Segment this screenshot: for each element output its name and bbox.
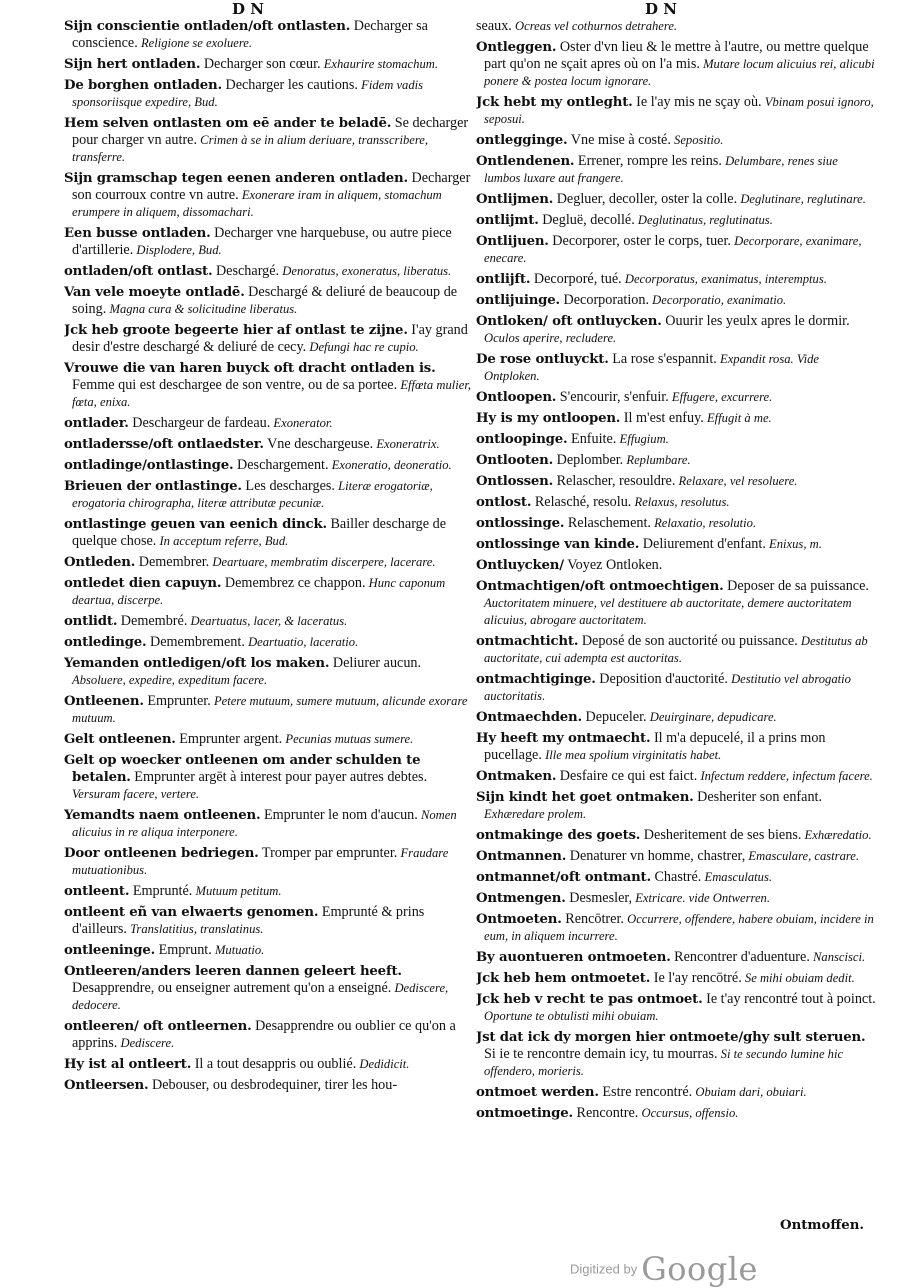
latin-gloss: Delumbare, renes siue lumbos luxare aut frangere. (484, 154, 838, 185)
french-gloss: Emprunt. (158, 942, 212, 958)
french-gloss: La rose s'espannit. (612, 351, 717, 367)
french-gloss: Ie l'ay mis ne sçay où. (636, 94, 762, 110)
french-gloss: Deschargement. (237, 457, 329, 473)
latin-gloss: Mutare locum alicuius rei, alicubi ponere & postea locum ignorare. (484, 57, 875, 88)
watermark-prefix: Digitized by (570, 1261, 638, 1277)
google-watermark (570, 1250, 758, 1288)
latin-gloss: Se mihi obuiam dedit. (744, 971, 855, 985)
dictionary-entry (64, 56, 474, 73)
french-gloss: Decharger son cœur. (203, 56, 321, 72)
french-gloss: Errener, rompre les reins. (577, 153, 722, 169)
french-gloss: Deschargé & deliuré de beaucoup de soing. (72, 284, 458, 317)
latin-gloss: Exonerator. (273, 416, 333, 430)
french-gloss: Voyez Ontloken. (567, 557, 663, 573)
headword: Ontleersen. (64, 1078, 149, 1093)
latin-gloss: Ille mea spolium virginitatis habet. (545, 748, 722, 762)
dictionary-entry (64, 1077, 474, 1094)
dictionary-entry (64, 18, 474, 52)
dictionary-entry (64, 693, 474, 727)
latin-gloss: Magna cura & solicitudine liberatus. (109, 302, 298, 316)
dictionary-entry (64, 263, 474, 280)
dictionary-entry (64, 634, 474, 651)
latin-gloss: Pecunias mutuas sumere. (285, 732, 414, 746)
headword: ontledet dien capuyn. (64, 576, 222, 591)
french-gloss: Relasché, resolu. (534, 494, 632, 510)
dictionary-entry (64, 575, 474, 609)
french-gloss: Emprunté. (132, 883, 193, 899)
latin-gloss: Obuiam dari, obuiari. (695, 1085, 807, 1099)
header-left: D N (232, 0, 264, 18)
latin-gloss: Dediscere. (120, 1036, 175, 1050)
headword: Sijn hert ontladen. (64, 57, 201, 72)
headword: ontmakinge des goets. (476, 828, 641, 843)
dictionary-entry (64, 115, 474, 166)
dictionary-entry (64, 225, 474, 259)
headword: Jck heb hem ontmoetet. (476, 971, 651, 986)
right-column (476, 18, 876, 1215)
french-gloss: Desapprendre, ou enseigner autrement qu'on a enseigné. (72, 980, 392, 996)
dictionary-entry (476, 494, 876, 511)
french-gloss: Chastré. (654, 869, 702, 885)
headword: ontmachtiginge. (476, 672, 596, 687)
headword: Ontloopen. (476, 390, 557, 405)
headword: ontlidt. (64, 614, 118, 629)
french-gloss: Ouurir les yeulx apres le dormir. (665, 313, 850, 329)
latin-gloss: Oportune te obtulisti mihi obuiam. (484, 1009, 659, 1023)
latin-gloss: Decorporatus, exanimatus, interemptus. (624, 272, 827, 286)
dictionary-entry (476, 578, 876, 629)
headword: Ontlijuen. (476, 234, 549, 249)
headword: Van vele moeyte ontladē. (64, 285, 245, 300)
latin-gloss: Nomen alicuius in re aliqua interponere. (72, 808, 457, 839)
french-gloss: Tromper par emprunter. (261, 845, 398, 861)
dictionary-entry (64, 807, 474, 841)
dictionary-entry (476, 132, 876, 149)
dictionary-entry (64, 415, 474, 432)
headword: Sijn gramschap tegen eenen anderen ontladen. (64, 171, 408, 186)
headword: Ontmachtigen/oft ontmoechtigen. (476, 579, 724, 594)
headword: Ontmannen. (476, 849, 567, 864)
latin-gloss: Enixus, m. (769, 537, 822, 551)
latin-gloss: Decorporare, exanimare, enecare. (484, 234, 862, 265)
dictionary-entry (64, 904, 474, 938)
french-gloss: Desheriter son enfant. (697, 789, 823, 805)
headword: ontladen/oft ontlast. (64, 264, 213, 279)
headword: ontlegginge. (476, 133, 568, 148)
dictionary-entry (476, 827, 876, 844)
french-gloss: Decharger les cautions. (225, 77, 358, 93)
latin-gloss: Expandit rosa. Vide Ontploken. (484, 352, 819, 383)
dictionary-entry (64, 752, 474, 803)
headword: ontmoet werden. (476, 1085, 599, 1100)
headword: By auontueren ontmoeten. (476, 950, 671, 965)
headword: Ontlendenen. (476, 154, 575, 169)
headword: Een busse ontladen. (64, 226, 211, 241)
french-gloss: Les descharges. (245, 478, 335, 494)
french-gloss: Decorporer, oster le corps, tuer. (552, 233, 731, 249)
headword: Hem selven ontlasten om eē ander te beladē. (64, 116, 392, 131)
headword: Vrouwe die van haren buyck oft dracht ontladen is. (64, 361, 436, 376)
french-gloss: Desmesler, (569, 890, 633, 906)
french-gloss: Bailler descharge de quelque chose. (72, 516, 446, 549)
french-gloss: Relascher, resouldre. (556, 473, 676, 489)
latin-gloss: Exoneratio, deoneratio. (331, 458, 452, 472)
dictionary-entry (64, 1018, 474, 1052)
french-gloss: Deschargeur de fardeau. (132, 415, 271, 431)
french-gloss: Emprunter argent. (179, 731, 283, 747)
headword: Yemandts naem ontleenen. (64, 808, 261, 823)
latin-gloss: Displodere, Bud. (136, 243, 222, 257)
headword: Gelt ontleenen. (64, 732, 176, 747)
french-gloss: Denaturer vn homme, chastrer, (569, 848, 746, 864)
french-gloss: Rencontrer d'aduenture. (674, 949, 810, 965)
french-gloss: Demembrez ce chappon. (224, 575, 366, 591)
french-gloss: Emprunter le nom d'aucun. (263, 807, 418, 823)
header-right: D N (645, 0, 677, 18)
latin-gloss: Exhæredatio. (804, 828, 872, 842)
latin-gloss: Vbinam posui ignoro, seposui. (484, 95, 874, 126)
french-gloss: Deposer de sa puissance. (727, 578, 869, 594)
french-gloss: Ie l'ay rencōtré. (653, 970, 742, 986)
latin-gloss: Effugit à me. (706, 411, 772, 425)
dictionary-entry (64, 883, 474, 900)
headword: ontlastinge geuen van eenich dinck. (64, 517, 327, 532)
french-gloss: Il a tout desappris ou oublié. (194, 1056, 357, 1072)
latin-gloss: Deartuare, membratim discerpere, lacerare. (212, 555, 436, 569)
latin-gloss: Occursus, offensio. (641, 1106, 739, 1120)
french-gloss: Degluer, decoller, oster la colle. (556, 191, 738, 207)
latin-gloss: Occurrere, offendere, habere obuiam, incidere in eum, in aliquem incurrere. (484, 912, 874, 943)
dictionary-entry (476, 515, 876, 532)
headword: De rose ontluyckt. (476, 352, 609, 367)
headword: Ontlossen. (476, 474, 554, 489)
headword: ontladinge/ontlastinge. (64, 458, 234, 473)
latin-gloss: Fraudare mutuationibus. (72, 846, 449, 877)
french-gloss: Debouser, ou desbrodequiner, tirer les hou- (151, 1077, 398, 1093)
french-gloss: seaux. (476, 18, 512, 34)
dictionary-entry (476, 671, 876, 705)
dictionary-entry (476, 389, 876, 406)
headword: ontlader. (64, 416, 129, 431)
dictionary-entry (476, 991, 876, 1025)
french-gloss: Emprunter. (147, 693, 211, 709)
latin-gloss: Religione se exoluere. (140, 36, 253, 50)
dictionary-entry (64, 457, 474, 474)
headword: Brieuen der ontlastinge. (64, 479, 242, 494)
headword: ontleeninge. (64, 943, 156, 958)
headword: Ontlooten. (476, 453, 554, 468)
french-gloss: Degluë, decollé. (542, 212, 635, 228)
dictionary-entry (476, 473, 876, 490)
dictionary-entry (476, 351, 876, 385)
headword: Gelt op woecker ontleenen om ander schulden te betalen. (64, 753, 421, 785)
latin-gloss: Crimen à se in alium deriuare, transscribere, transferre. (72, 133, 429, 164)
french-gloss: Desheritement de ses biens. (643, 827, 802, 843)
headword: Jck heb groote begeerte hier af ontlast te zijne. (64, 323, 408, 338)
latin-gloss: Deartuatus, lacer, & laceratus. (190, 614, 348, 628)
french-gloss: Decharger son courroux contre vn autre. (72, 170, 471, 203)
latin-gloss: Dediscere, dedocere. (72, 981, 449, 1012)
latin-gloss: Oculos aperire, recludere. (484, 331, 617, 345)
running-header (0, 0, 913, 20)
headword: ontlost. (476, 495, 532, 510)
latin-gloss: Destitutus ab auctoritate, cui adempta est auctoritas. (484, 634, 868, 665)
headword: ontlossinge. (476, 516, 565, 531)
french-gloss: Decorporation. (563, 292, 650, 308)
latin-gloss: Effugium. (619, 432, 669, 446)
headword: Ontlijmen. (476, 192, 554, 207)
latin-gloss: Translatitius, translatinus. (130, 922, 264, 936)
headword: ontlijuinge. (476, 293, 560, 308)
latin-gloss: Auctoritatem minuere, vel destituere ab auctoritate, demere auctoritatem alicuius, abrogare auctoritatem. (484, 596, 852, 627)
dictionary-entry (476, 709, 876, 726)
dictionary-entry (64, 942, 474, 959)
dictionary-entry (476, 212, 876, 229)
headword: ontloopinge. (476, 432, 568, 447)
latin-gloss: Destitutio vel abrogatio auctoritatis. (484, 672, 851, 703)
headword: Sijn kindt het goet ontmaken. (476, 790, 694, 805)
headword: ontleeren/ oft ontleernen. (64, 1019, 252, 1034)
dictionary-entry (476, 1084, 876, 1101)
latin-gloss: Infectum reddere, infectum facere. (700, 769, 873, 783)
dictionary-entry (476, 292, 876, 309)
french-gloss: Decorporé, tué. (533, 271, 622, 287)
french-gloss: Deposition d'auctorité. (599, 671, 728, 687)
french-gloss: Ie t'ay rencontré tout à poinct. (706, 991, 876, 1007)
latin-gloss: Deglutinatus, reglutinatus. (637, 213, 773, 227)
dictionary-entry (64, 77, 474, 111)
headword: Jck hebt my ontleght. (476, 95, 633, 110)
dictionary-entry (476, 949, 876, 966)
headword: Hy is my ontloopen. (476, 411, 621, 426)
headword: Jst dat ick dy morgen hier ontmoete/ghy sult steruen. (476, 1030, 866, 1045)
dictionary-entry (64, 613, 474, 630)
dictionary-entry (476, 233, 876, 267)
dictionary-entry (476, 153, 876, 187)
latin-gloss: Exhaurire stomachum. (323, 57, 438, 71)
headword: Hy heeft my ontmaecht. (476, 731, 651, 746)
dictionary-entry (64, 360, 474, 411)
headword: Ontmengen. (476, 891, 566, 906)
french-gloss: Vne mise à costé. (570, 132, 671, 148)
dictionary-entry (476, 191, 876, 208)
dictionary-entry (476, 557, 876, 574)
french-gloss: Deliurer aucun. (332, 655, 422, 671)
latin-gloss: Decorporatio, exanimatio. (652, 293, 787, 307)
french-gloss: Decharger vne harquebuse, ou autre piece d'artillerie. (72, 225, 452, 258)
dictionary-entry (64, 731, 474, 748)
french-gloss: Desfaire ce qui est faict. (559, 768, 698, 784)
latin-gloss: In acceptum referre, Bud. (159, 534, 289, 548)
french-gloss: Desapprendre ou oublier ce qu'on a apprins. (72, 1018, 456, 1051)
headword: Yemanden ontledigen/oft los maken. (64, 656, 330, 671)
dictionary-entry (476, 890, 876, 907)
dictionary-entry (476, 39, 876, 90)
french-gloss: Il m'a depucelé, il a prins mon pucellage. (484, 730, 826, 763)
dictionary-entry (476, 633, 876, 667)
catchword: Ontmoffen. (780, 1218, 865, 1233)
dictionary-entry (64, 284, 474, 318)
dictionary-entry (64, 1056, 474, 1073)
dictionary-entry (476, 911, 876, 945)
headword: Ontluycken/ (476, 558, 564, 573)
latin-gloss: Deglutinare, reglutinare. (740, 192, 866, 206)
french-gloss: Rencontre. (576, 1105, 639, 1121)
headword: Hy ist al ontleert. (64, 1057, 192, 1072)
headword: Ontleeren/anders leeren dannen geleert heeft. (64, 964, 402, 979)
dictionary-entry (476, 18, 876, 35)
dictionary-entry (64, 845, 474, 879)
left-column (64, 18, 474, 1215)
dictionary-entry (64, 554, 474, 571)
latin-gloss: Deartuatio, laceratio. (248, 635, 359, 649)
french-gloss: Depuceler. (585, 709, 647, 725)
latin-gloss: Petere mutuum, sumere mutuum, alicunde exorare mutuum. (72, 694, 468, 725)
dictionary-entry (64, 436, 474, 453)
headword: ontmachticht. (476, 634, 579, 649)
headword: Ontmaken. (476, 769, 557, 784)
latin-gloss: Deuirginare, depudicare. (649, 710, 777, 724)
headword: Ontleggen. (476, 40, 557, 55)
french-gloss: Se decharger pour charger vn autre. (72, 115, 469, 148)
latin-gloss: Exhæredare prolem. (484, 807, 587, 821)
latin-gloss: Denoratus, exoneratus, liberatus. (282, 264, 452, 278)
headword: Door ontleenen bedriegen. (64, 846, 259, 861)
headword: Ontmaechden. (476, 710, 582, 725)
dictionary-entry (476, 431, 876, 448)
dictionary-entry (476, 1105, 876, 1122)
dictionary-entry (476, 410, 876, 427)
french-gloss: Si ie te rencontre demain icy, tu mourras. (484, 1046, 718, 1062)
headword: ontledinge. (64, 635, 147, 650)
french-gloss: Deplomber. (556, 452, 624, 468)
french-gloss: Demembré. (120, 613, 188, 629)
french-gloss: Deposé de son auctorité ou puissance. (581, 633, 798, 649)
french-gloss: Vne deschargeuse. (267, 436, 374, 452)
latin-gloss: Emasculare, castrare. (748, 849, 860, 863)
french-gloss: Demembrer. (138, 554, 210, 570)
latin-gloss: Literæ erogatoriæ, erogatoria chirographa, literæ attributæ pecuniæ. (72, 479, 433, 510)
latin-gloss: Relaxatio, resolutio. (654, 516, 757, 530)
dictionary-entry (476, 848, 876, 865)
latin-gloss: Mutuum petitum. (195, 884, 282, 898)
dictionary-entry (476, 536, 876, 553)
latin-gloss: Relaxare, vel resoluere. (678, 474, 798, 488)
headword: Ontmoeten. (476, 912, 562, 927)
dictionary-entry (64, 478, 474, 512)
latin-gloss: Absoluere, expedire, expeditum facere. (72, 673, 268, 687)
latin-gloss: Nanscisci. (813, 950, 866, 964)
headword: Ontloken/ oft ontluycken. (476, 314, 662, 329)
dictionary-entry (476, 730, 876, 764)
dictionary-entry (476, 869, 876, 886)
latin-gloss: Emasculatus. (704, 870, 773, 884)
dictionary-entry (64, 170, 474, 221)
dictionary-entry (64, 516, 474, 550)
latin-gloss: Fidem vadis sponsoriisque expedire, Bud. (72, 78, 424, 109)
headword: ontlijft. (476, 272, 531, 287)
french-gloss: Emprunter argēt à interest pour payer autres debtes. (134, 769, 428, 785)
watermark-brand: Google (641, 1250, 758, 1288)
dictionary-entry (64, 963, 474, 1014)
latin-gloss: Exonerare iram in aliquem, stomachum erumpere in aliquem, dissomachari. (72, 188, 442, 219)
latin-gloss: Si te secundo lumine hic offendero, morieris. (484, 1047, 844, 1078)
french-gloss: Femme qui est deschargee de son ventre, ou de sa portee. (72, 377, 398, 393)
latin-gloss: Sepositio. (674, 133, 724, 147)
french-gloss: Relaschement. (567, 515, 651, 531)
headword: ontmoetinge. (476, 1106, 573, 1121)
french-gloss: Emprunté & prins d'ailleurs. (72, 904, 425, 937)
headword: Jck heb v recht te pas ontmoet. (476, 992, 703, 1007)
headword: ontmannet/oft ontmant. (476, 870, 651, 885)
french-gloss: I'ay grand desir d'estre deschargé & deliuré de cecy. (72, 322, 468, 355)
headword: ontlijmt. (476, 213, 539, 228)
headword: ontladersse/oft ontlaedster. (64, 437, 264, 452)
french-gloss: Il m'est enfuy. (623, 410, 704, 426)
headword: Ontleenen. (64, 694, 144, 709)
latin-gloss: Ocreas vel cothurnos detrahere. (515, 19, 678, 33)
dictionary-entry (476, 452, 876, 469)
latin-gloss: Hunc caponum deartua, discerpe. (72, 576, 446, 607)
latin-gloss: Exoneratrix. (376, 437, 440, 451)
headword: ontleent. (64, 884, 130, 899)
latin-gloss: Extricare. vide Ontwerren. (635, 891, 770, 905)
french-gloss: S'encourir, s'enfuir. (559, 389, 669, 405)
headword: ontlossinge van kinde. (476, 537, 640, 552)
latin-gloss: Relaxus, resolutus. (634, 495, 730, 509)
dictionary-entry (64, 322, 474, 356)
french-gloss: Oster d'vn lieu & le mettre à l'autre, ou mettre quelque part qu'on ne sçait apres où on l'a mis. (484, 39, 869, 72)
french-gloss: Decharger sa conscience. (72, 18, 428, 51)
latin-gloss: Dedidicit. (359, 1057, 410, 1071)
french-gloss: Deschargé. (215, 263, 280, 279)
headword: ontleent eñ van elwaerts genomen. (64, 905, 319, 920)
dictionary-entry (64, 655, 474, 689)
latin-gloss: Defungi hac re cupio. (309, 340, 419, 354)
dictionary-entry (476, 94, 876, 128)
french-gloss: Enfuite. (571, 431, 617, 447)
french-gloss: Estre rencontré. (602, 1084, 693, 1100)
headword: De borghen ontladen. (64, 78, 222, 93)
dictionary-entry (476, 1029, 876, 1080)
french-gloss: Demembrement. (149, 634, 245, 650)
dictionary-entry (476, 970, 876, 987)
latin-gloss: Versuram facere, vertere. (72, 787, 200, 801)
french-gloss: Rencōtrer. (565, 911, 624, 927)
latin-gloss: Replumbare. (626, 453, 691, 467)
french-gloss: Deliurement d'enfant. (642, 536, 766, 552)
headword: Sijn conscientie ontladen/oft ontlasten. (64, 19, 351, 34)
dictionary-entry (476, 271, 876, 288)
latin-gloss: Mutuatio. (214, 943, 265, 957)
latin-gloss: Effugere, excurrere. (671, 390, 773, 404)
dictionary-entry (476, 313, 876, 347)
dictionary-entry (476, 768, 876, 785)
latin-gloss: Effœta mulier, fœta, enixa. (72, 378, 471, 409)
dictionary-entry (476, 789, 876, 823)
headword: Ontleden. (64, 555, 136, 570)
